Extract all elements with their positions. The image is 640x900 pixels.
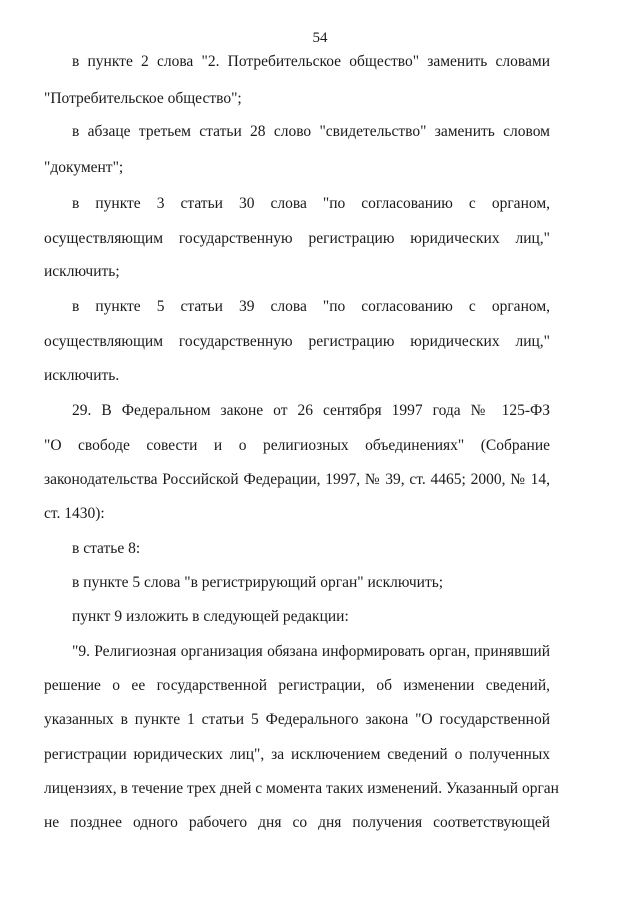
text-line: 29. В Федеральном законе от 26 сентября 1997 года № 125-ФЗ <box>72 402 550 419</box>
text-line: "О свободе совести и о религиозных объединениях" (Собрание <box>44 437 550 454</box>
page-number: 54 <box>312 30 328 46</box>
text-line: регистрации юридических лиц", за исключением сведений о полученных <box>44 746 550 763</box>
text-line: осуществляющим государственную регистрацию юридических лиц," <box>44 230 550 247</box>
text-line: в статье 8: <box>72 540 141 557</box>
text-line: исключить; <box>44 263 120 280</box>
text-line: ст. 1430): <box>44 505 105 522</box>
text-line: "9. Религиозная организация обязана информировать орган, принявший <box>72 643 550 660</box>
text-line: решение о ее государственной регистрации, об изменении сведений, <box>44 677 550 694</box>
text-line: в пункте 5 статьи 39 слова "по согласованию с органом, <box>72 298 550 315</box>
text-line: указанных в пункте 1 статьи 5 Федерального закона "О государственной <box>44 711 550 728</box>
text-line: осуществляющим государственную регистрацию юридических лиц," <box>44 333 550 350</box>
text-line: в пункте 5 слова "в регистрирующий орган" исключить; <box>72 574 444 591</box>
text-line: в пункте 3 статьи 30 слова "по согласованию с органом, <box>72 195 550 212</box>
text-line: исключить. <box>44 367 120 384</box>
text-line: в абзаце третьем статьи 28 слово "свидетельство" заменить словом <box>72 123 550 140</box>
text-line: "документ"; <box>44 159 124 176</box>
text-line: законодательства Российской Федерации, 1997, № 39, ст. 4465; 2000, № 14, <box>44 471 550 488</box>
text-line: "Потребительское общество"; <box>44 90 242 107</box>
text-line: в пункте 2 слова "2. Потребительское общество" заменить словами <box>72 53 550 70</box>
text-line: не позднее одного рабочего дня со дня получения соответствующей <box>44 814 550 831</box>
text-line: пункт 9 изложить в следующей редакции: <box>72 608 349 625</box>
text-line: лицензиях, в течение трех дней с момента таких изменений. Указанный орган <box>44 780 559 797</box>
